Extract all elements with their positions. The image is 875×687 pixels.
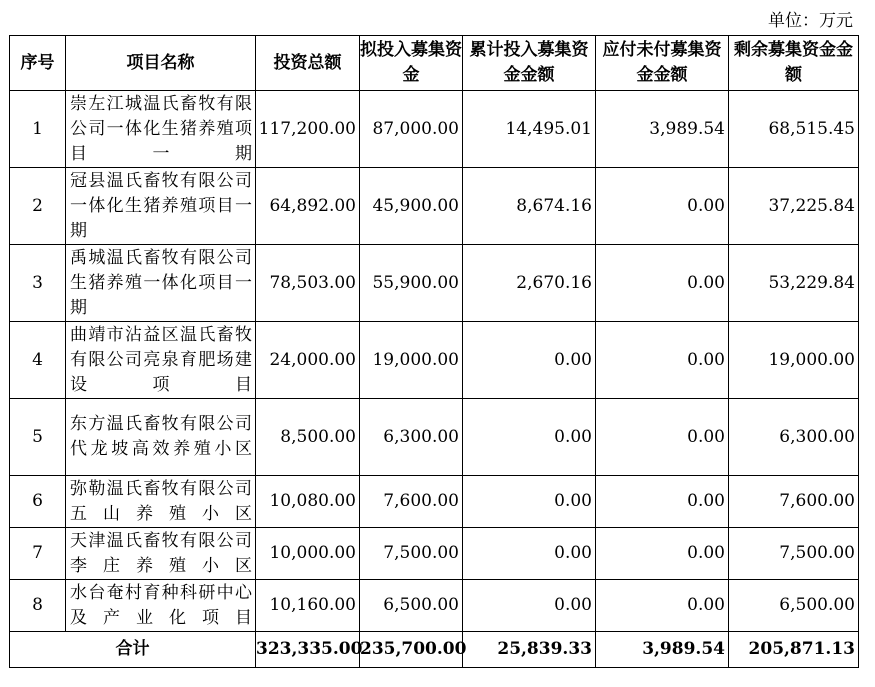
cell-no: 7 (10, 528, 66, 580)
table-row (10, 245, 859, 322)
cell-remaining: 6,300.00 (729, 399, 859, 476)
cell-name: 禹城温氏畜牧有限公司生猪养殖一体化项目一期 (66, 245, 256, 322)
cell-total: 64,892.00 (256, 168, 360, 245)
total-label: 合计 (10, 632, 256, 668)
table-row (10, 91, 859, 168)
cell-planned: 87,000.00 (360, 91, 463, 168)
cell-total: 78,503.00 (256, 245, 360, 322)
cell-no: 1 (10, 91, 66, 168)
col-header-invested: 累计投入募集资金金额 (463, 36, 596, 91)
cell-total: 24,000.00 (256, 322, 360, 399)
cell-planned: 6,500.00 (360, 580, 463, 632)
cell-total: 10,160.00 (256, 580, 360, 632)
cell-invested: 0.00 (463, 399, 596, 476)
cell-payable: 0.00 (596, 322, 729, 399)
cell-name: 东方温氏畜牧有限公司代龙坡高效养殖小区 (66, 399, 256, 476)
cell-name: 崇左江城温氏畜牧有限公司一体化生猪养殖项目一期 (66, 91, 256, 168)
cell-payable: 0.00 (596, 476, 729, 528)
unit-label: 单位：万元 (768, 11, 853, 31)
cell-remaining: 7,500.00 (729, 528, 859, 580)
col-header-planned: 拟投入募集资金 (360, 36, 463, 91)
cell-no: 6 (10, 476, 66, 528)
cell-no: 5 (10, 399, 66, 476)
table-row (10, 476, 859, 528)
cell-remaining: 37,225.84 (729, 168, 859, 245)
cell-invested: 0.00 (463, 580, 596, 632)
cell-planned: 45,900.00 (360, 168, 463, 245)
cell-planned: 55,900.00 (360, 245, 463, 322)
col-header-name: 项目名称 (66, 36, 256, 91)
total-planned: 235,700.00 (360, 632, 463, 668)
cell-planned: 7,600.00 (360, 476, 463, 528)
cell-invested: 0.00 (463, 476, 596, 528)
col-header-payable: 应付未付募集资金金额 (596, 36, 729, 91)
cell-no: 2 (10, 168, 66, 245)
table-row (10, 168, 859, 245)
table-row (10, 399, 859, 476)
cell-planned: 6,300.00 (360, 399, 463, 476)
cell-payable: 3,989.54 (596, 91, 729, 168)
cell-invested: 2,670.16 (463, 245, 596, 322)
cell-name: 天津温氏畜牧有限公司李庄养殖小区 (66, 528, 256, 580)
header-row (10, 36, 859, 91)
cell-name: 弥勒温氏畜牧有限公司五山养殖小区 (66, 476, 256, 528)
cell-invested: 0.00 (463, 322, 596, 399)
total-total: 323,335.00 (256, 632, 360, 668)
cell-total: 117,200.00 (256, 91, 360, 168)
cell-planned: 19,000.00 (360, 322, 463, 399)
table-row (10, 528, 859, 580)
cell-remaining: 6,500.00 (729, 580, 859, 632)
cell-name: 水台奄村育种科研中心及产业化项目 (66, 580, 256, 632)
cell-total: 8,500.00 (256, 399, 360, 476)
table-row (10, 322, 859, 399)
col-header-total: 投资总额 (256, 36, 360, 91)
cell-remaining: 7,600.00 (729, 476, 859, 528)
cell-invested: 0.00 (463, 528, 596, 580)
cell-name: 冠县温氏畜牧有限公司一体化生猪养殖项目一期 (66, 168, 256, 245)
cell-planned: 7,500.00 (360, 528, 463, 580)
cell-invested: 14,495.01 (463, 91, 596, 168)
cell-payable: 0.00 (596, 168, 729, 245)
col-header-no: 序号 (10, 36, 66, 91)
cell-remaining: 53,229.84 (729, 245, 859, 322)
col-header-remaining: 剩余募集资金金额 (729, 36, 859, 91)
cell-no: 3 (10, 245, 66, 322)
total-invested: 25,839.33 (463, 632, 596, 668)
cell-total: 10,080.00 (256, 476, 360, 528)
cell-remaining: 19,000.00 (729, 322, 859, 399)
total-remaining: 205,871.13 (729, 632, 859, 668)
fund-usage-table (9, 35, 859, 668)
cell-no: 8 (10, 580, 66, 632)
cell-name: 曲靖市沾益区温氏畜牧有限公司亮泉育肥场建设项目 (66, 322, 256, 399)
cell-invested: 8,674.16 (463, 168, 596, 245)
cell-total: 10,000.00 (256, 528, 360, 580)
cell-payable: 0.00 (596, 580, 729, 632)
total-payable: 3,989.54 (596, 632, 729, 668)
table-row (10, 580, 859, 632)
cell-remaining: 68,515.45 (729, 91, 859, 168)
total-row (10, 632, 859, 668)
cell-payable: 0.00 (596, 399, 729, 476)
cell-payable: 0.00 (596, 528, 729, 580)
cell-no: 4 (10, 322, 66, 399)
cell-payable: 0.00 (596, 245, 729, 322)
